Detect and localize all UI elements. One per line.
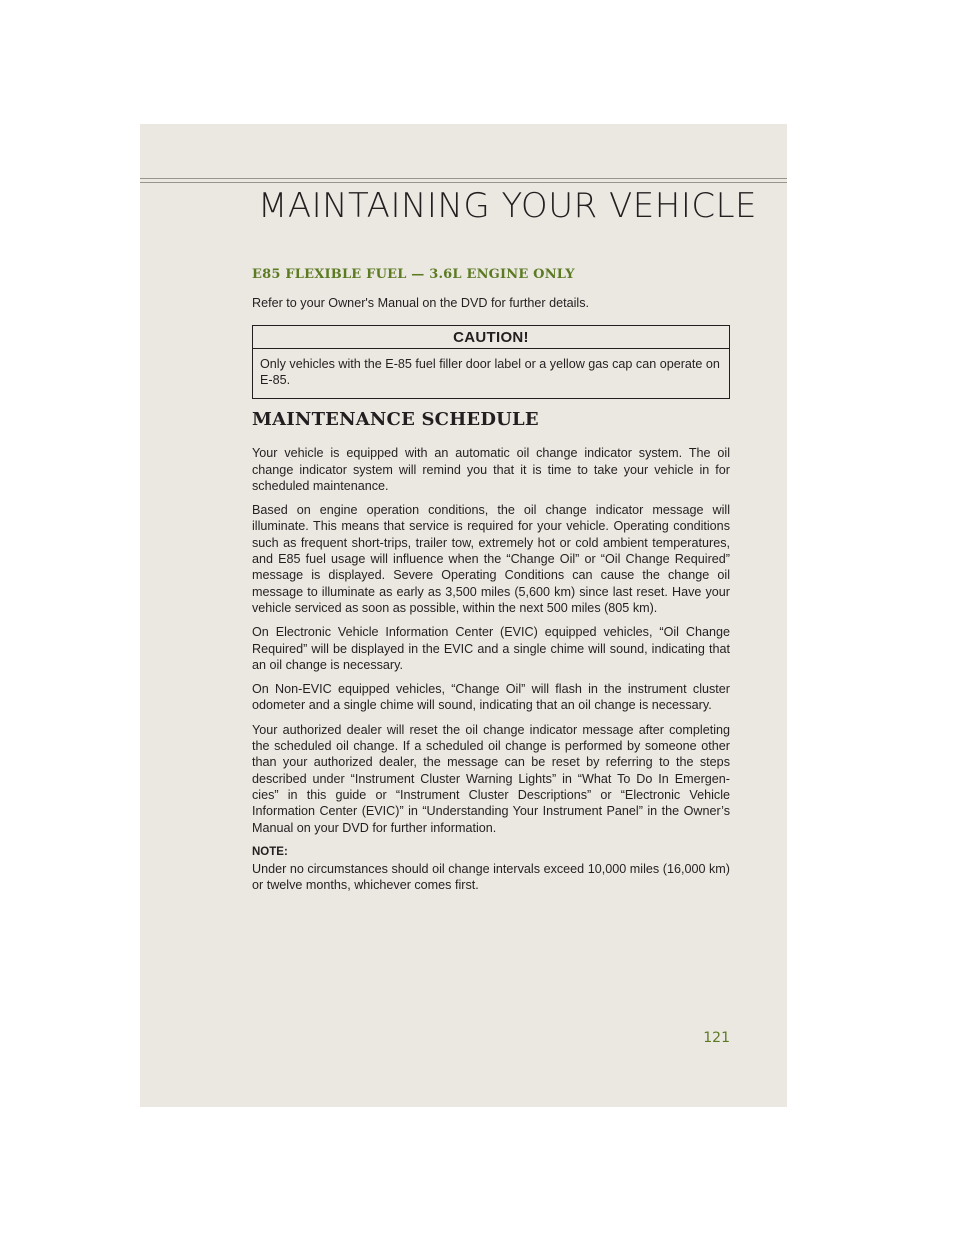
chapter-title: MAINTAINING YOUR VEHICLE	[258, 186, 758, 226]
maintenance-paragraph: Your vehicle is equipped with an automatic oil change indicator system. The oil change indicator system will remind you that it is time to take your vehicle in for scheduled maintenance.	[252, 446, 730, 493]
caution-label: CAUTION!	[253, 326, 729, 349]
note-label: NOTE:	[252, 845, 288, 858]
maintenance-paragraph: On Electronic Vehicle Information Center (EVIC) equipped vehicles, “Oil Change Required” will be displayed in the EVIC and a single chime will sound, indicating that an oil change is necessary.	[252, 625, 730, 672]
e85-text: Refer to your Owner's Manual on the DVD for further details.	[252, 296, 589, 310]
caution-box	[252, 325, 730, 399]
maintenance-paragraph: Your authorized dealer will reset the oil change indicator message after completing the scheduled oil change. If a scheduled oil change is performed by someone other than your authorized dealer, the message can be reset by referring to the steps described under “Instrument Cluster Warning Lights” in “What To Do In Emergen-cies” in this guide or “Instrument Cluster Descriptions” or “Electronic Vehicle Information Center (EVIC)” in “Understanding Your Instrument Panel” in the Owner’s Manual on your DVD for further information.	[252, 722, 730, 835]
header-rule-top	[140, 178, 787, 179]
page-content	[252, 267, 730, 901]
note-text: Under no circumstances should oil change intervals exceed 10,000 miles (16,000 km) or twelve months, whichever comes first.	[252, 861, 730, 893]
header-rule-bottom	[140, 182, 787, 183]
maintenance-heading: MAINTENANCE SCHEDULE	[252, 409, 539, 431]
manual-page	[140, 124, 787, 1107]
caution-text: Only vehicles with the E-85 fuel filler door label or a yellow gas cap can operate on E-85.	[260, 357, 720, 387]
page-number: 121	[703, 1030, 730, 1046]
maintenance-paragraph: Based on engine operation conditions, the oil change indicator message will illuminate. This means that service is required for your vehicle. Operating conditions such as frequent short-trips, trailer tow, extremely hot or cold ambient temperatures, and E85 fuel usage will influence when the “Change Oil” or “Oil Change Required” message is displayed. Severe Operating Conditions can cause the change oil message to illuminate as early as 3,500 miles (5,600 km) since last reset. Have your vehicle serviced as soon as possible, within the next 500 miles (805 km).	[252, 503, 730, 615]
maintenance-paragraph: On Non-EVIC equipped vehicles, “Change Oil” will flash in the instrument cluster odometer and a single chime will sound, indicating that an oil change is necessary.	[252, 682, 730, 713]
e85-heading: E85 FLEXIBLE FUEL — 3.6L ENGINE ONLY	[252, 267, 575, 282]
